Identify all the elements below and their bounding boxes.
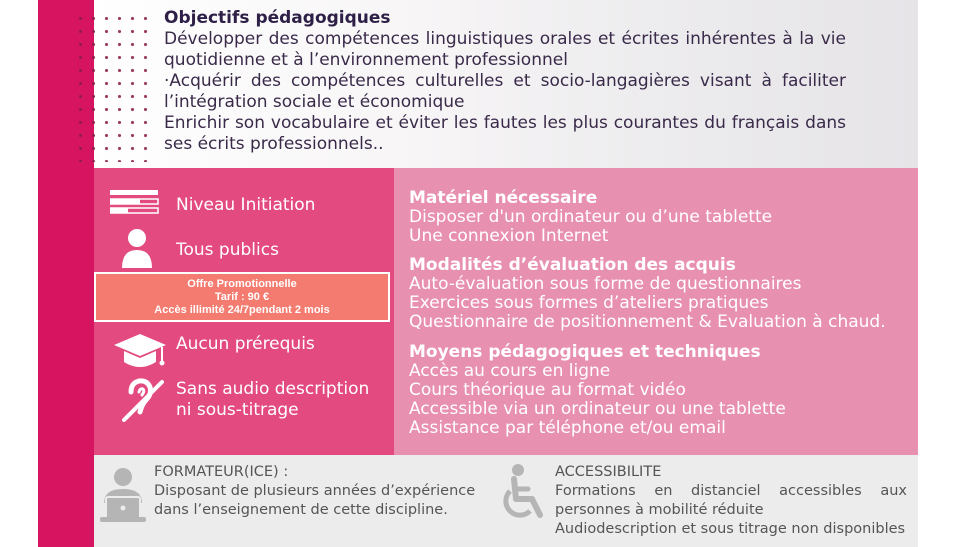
footer-panel: [94, 455, 918, 547]
promo-title: Offre Promotionnelle: [187, 278, 297, 290]
formateur-block: [154, 463, 486, 520]
prereq-label: Aucun prérequis: [176, 334, 315, 354]
evaluation-item: Questionnaire de positionnement & Evaluation à chaud.: [409, 312, 886, 332]
wheelchair-icon: [500, 463, 548, 529]
promo-price: Tarif : 90 €: [214, 291, 270, 303]
materiel-item: Disposer d'un ordinateur ou d’une tablette: [409, 207, 773, 227]
objective-item: Enrichir son vocabulaire et éviter les fautes les plus courantes du français dans ses écrits professionnels..: [164, 113, 846, 154]
evaluation-item: Auto-évaluation sous forme de questionnaires: [409, 274, 802, 294]
level-label: Niveau Initiation: [176, 195, 316, 215]
audience-label: Tous publics: [176, 240, 279, 260]
laptop-user-icon: [100, 467, 146, 527]
accessibilite-line: Formations en distanciel accessibles aux: [555, 483, 907, 499]
accessibilite-title: ACCESSIBILITE: [555, 464, 662, 480]
objective-item: ·Acquérir des compétences culturelles et socio-langagières visant à faciliter l’intégration sociale et économique: [164, 71, 846, 112]
accessibilite-line: personnes à mobilité réduite: [555, 502, 764, 518]
moyens-title: Moyens pédagogiques et techniques: [409, 342, 761, 362]
formateur-line: Disposant de plusieurs années d’expérience: [154, 483, 476, 499]
moyens-section: [409, 343, 786, 438]
objectives-title: Objectifs pédagogiques: [164, 8, 391, 28]
materiel-section: [409, 189, 772, 246]
evaluation-section: [409, 256, 886, 332]
moyens-item: Assistance par téléphone et/ou email: [409, 418, 726, 438]
features-panel: [94, 168, 394, 455]
promo-access: Accès illimité 24/7pendant 2 mois: [154, 304, 330, 316]
evaluation-title: Modalités d’évaluation des acquis: [409, 255, 736, 275]
hearing-impaired-icon: [120, 378, 166, 430]
graduation-cap-icon: [112, 332, 168, 378]
promo-box: [94, 272, 390, 322]
formateur-line: dans l’enseignement de cette discipline.: [154, 502, 448, 518]
person-icon: [120, 228, 154, 274]
audio-label-line2: ni sous-titrage: [176, 400, 299, 420]
objectives-block: [164, 8, 846, 155]
materiel-title: Matériel nécessaire: [409, 188, 598, 208]
level-bars-icon: [110, 190, 160, 220]
dot-pattern: [74, 12, 154, 162]
audio-label-line1: Sans audio description: [176, 379, 370, 399]
accessibilite-block: [555, 463, 907, 539]
moyens-item: Cours théorique au format vidéo: [409, 380, 686, 400]
evaluation-item: Exercices sous formes d’ateliers pratiques: [409, 293, 769, 313]
moyens-item: Accessible via un ordinateur ou une tablette: [409, 399, 786, 419]
moyens-item: Accès au cours en ligne: [409, 361, 611, 381]
accessibilite-line: Audiodescription et sous titrage non disponibles: [555, 521, 906, 537]
info-panel: [394, 168, 918, 455]
formateur-title: FORMATEUR(ICE) :: [154, 464, 289, 480]
objective-item: Développer des compétences linguistiques orales et écrites inhérentes à la vie quotidienne et à l’environnement professionnel: [164, 29, 846, 70]
materiel-item: Une connexion Internet: [409, 226, 609, 246]
